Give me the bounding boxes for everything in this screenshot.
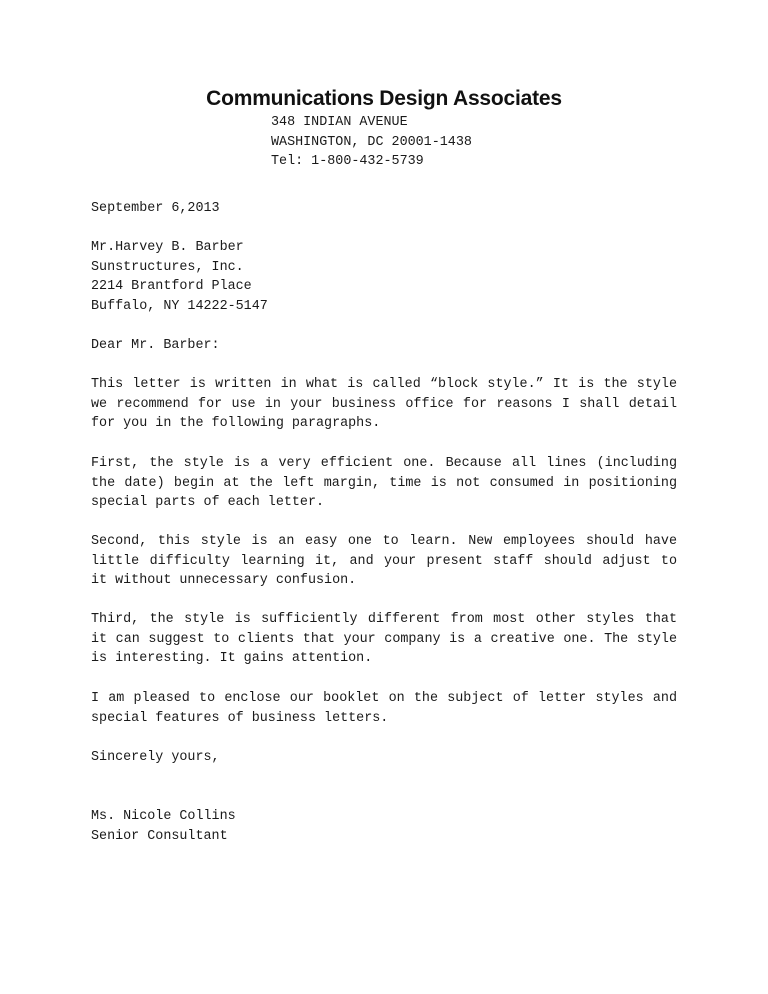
signature-block (91, 807, 236, 846)
letterhead-city: WASHINGTON, DC 20001-1438 (271, 134, 472, 150)
letter-date: September 6,2013 (91, 201, 220, 216)
salutation: Dear Mr. Barber: (91, 338, 220, 353)
letterhead-phone: Tel: 1-800-432-5739 (271, 154, 424, 169)
recipient-address (91, 238, 268, 316)
closing: Sincerely yours, (91, 750, 220, 765)
body-paragraph-5: I am pleased to enclose our booklet on the subject of letter styles and special features of business letters. (91, 691, 677, 726)
signer-name: Ms. Nicole Collins (91, 809, 236, 824)
body-paragraph-2: First, the style is a very efficient one. Because all lines (including the date) begin at the left margin, time is not consumed in positioning special parts of each letter. (91, 456, 677, 511)
body-paragraph-4: Third, the style is sufficiently different from most other styles that it can suggest to clients that your company is a creative one. The style is interesting. It gains attention. (91, 612, 677, 667)
signer-title: Senior Consultant (91, 828, 228, 844)
letterhead-street: 348 INDIAN AVENUE (271, 115, 408, 130)
body-paragraph-1: This letter is written in what is called “block style.” It is the style we recommend for use in your business office for reasons I shall detail for you in the following paragraphs. (91, 377, 677, 432)
recipient-name: Mr.Harvey B. Barber (91, 240, 244, 255)
recipient-company: Sunstructures, Inc. (91, 259, 244, 275)
body-paragraph-3: Second, this style is an easy one to learn. New employees should have little difficulty learning it, and your present staff should adjust to it without unnecessary confusion. (91, 534, 677, 589)
letterhead-company-name: Communications Design Associates (206, 87, 562, 110)
letterhead-address (271, 113, 472, 172)
recipient-city: Buffalo, NY 14222-5147 (91, 298, 268, 314)
recipient-street: 2214 Brantford Place (91, 279, 252, 295)
